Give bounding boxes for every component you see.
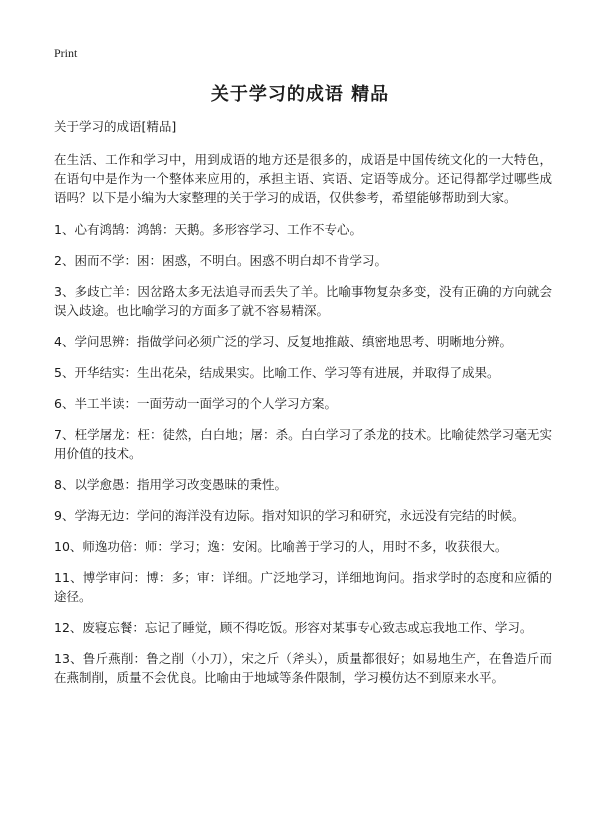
idiom-item: 2、困而不学：困：困惑，不明白。困惑不明白却不肯学习。 <box>54 253 387 268</box>
article-body <box>54 118 552 699</box>
idiom-item: 11、博学审问：博：多；审：详细。广泛地学习，详细地询问。指求学时的态度和应循的途径。 <box>54 570 552 604</box>
intro-paragraph: 在生活、工作和学习中，用到成语的地方还是很多的，成语是中国传统文化的一大特色，在语句中是作为一个整体来应用的，承担主语、宾语、定语等成分。还记得都学过哪些成语吗？以下是小编为大家整理的关于学习的成语，仅供参考，希望能够帮助到大家。 <box>54 152 552 205</box>
idiom-item: 6、半工半读：一面劳动一面学习的个人学习方案。 <box>54 396 337 411</box>
idiom-item: 13、鲁斤燕削：鲁之削（小刀），宋之斤（斧头），质量都很好；如易地生产，在鲁造斤而在燕制削，质量不会优良。比喻由于地域等条件限制，学习模仿达不到原来水平。 <box>54 651 552 685</box>
idiom-item: 3、多歧亡羊：因岔路太多无法追寻而丢失了羊。比喻事物复杂多变，没有正确的方向就会误入歧途。也比喻学习的方面多了就不容易精深。 <box>54 284 552 318</box>
idiom-item: 12、废寝忘餐：忘记了睡觉，顾不得吃饭。形容对某事专心致志或忘我地工作、学习。 <box>54 620 533 635</box>
idiom-item: 5、开华结实：生出花朵，结成果实。比喻工作、学习等有进展，并取得了成果。 <box>54 365 500 380</box>
idiom-item: 7、枉学屠龙：枉：徒然，白白地；屠：杀。白白学习了杀龙的技术。比喻徒然学习毫无实用价值的技术。 <box>54 427 552 461</box>
idiom-item: 9、学海无边：学问的海洋没有边际。指对知识的学习和研究，永远没有完结的时候。 <box>54 508 525 523</box>
idiom-item: 8、以学愈愚：指用学习改变愚昧的秉性。 <box>54 477 287 492</box>
print-link[interactable]: Print <box>54 46 78 60</box>
page-title: 关于学习的成语 精品 <box>210 84 390 105</box>
idiom-item: 1、心有鸿鹄：鸿鹄：天鹅。多形容学习、工作不专心。 <box>54 222 362 237</box>
idiom-item: 4、学问思辨：指做学问必须广泛的学习、反复地推敲、缜密地思考、明晰地分辨。 <box>54 334 512 349</box>
article-subtitle: 关于学习的成语[精品] <box>54 119 177 134</box>
idiom-item: 10、师逸功倍：师：学习；逸：安闲。比喻善于学习的人，用时不多，收获很大。 <box>54 539 508 554</box>
